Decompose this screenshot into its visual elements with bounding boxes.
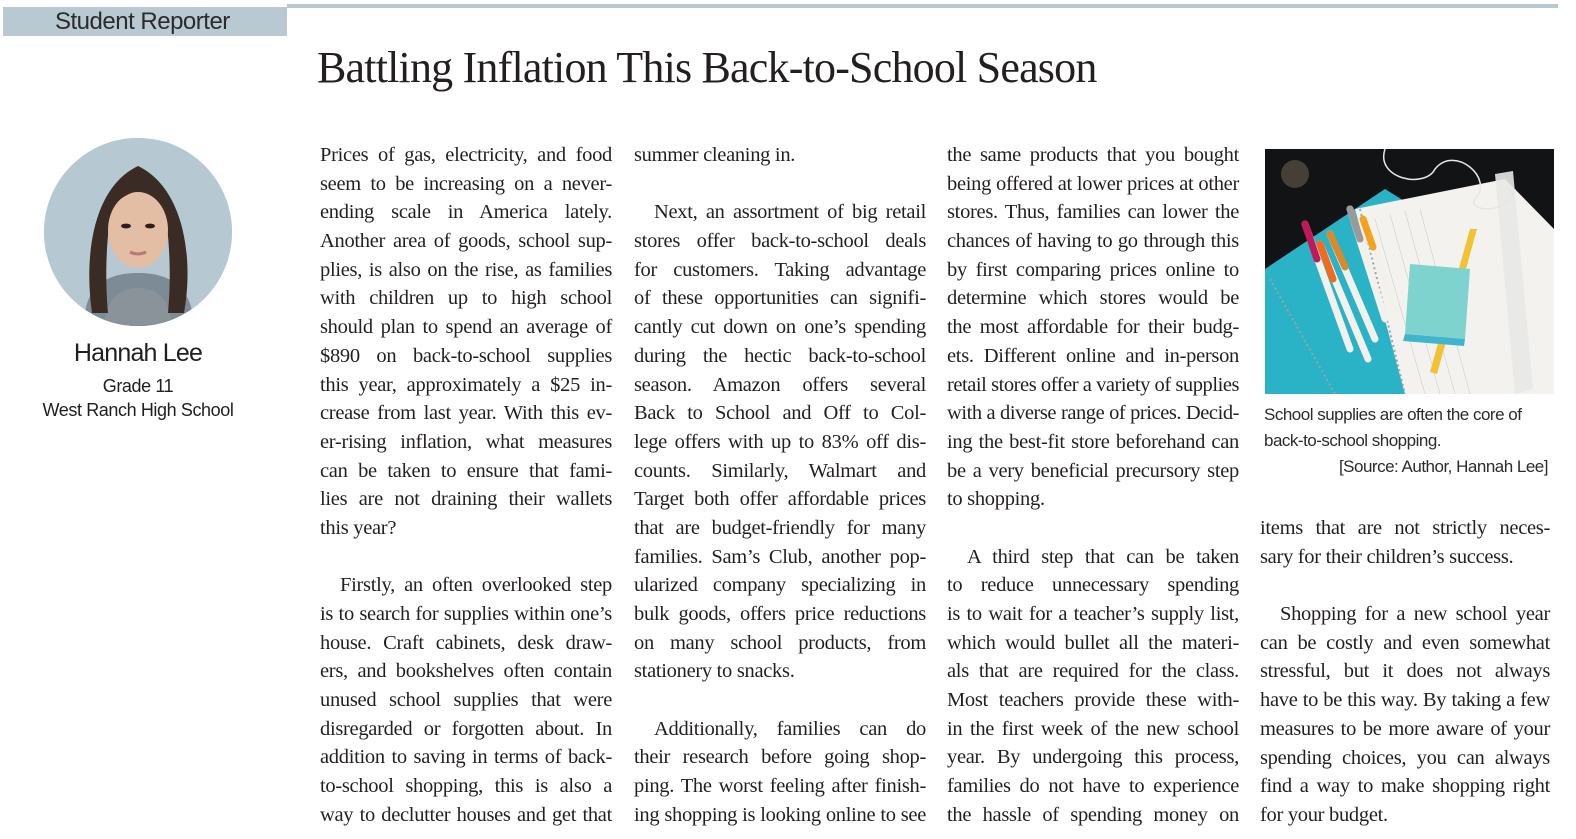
article-text-line: by first comparing prices online to [947,258,1239,281]
article-text-line: chances of having to go through this [947,230,1239,253]
article-text-line: to reduce unnecessary spending [947,574,1239,597]
article-text-line: stationery to snacks. [634,660,795,683]
article-text-line: unused school supplies that were [320,689,612,712]
article-text-line: summer cleaning in. [634,144,796,166]
article-text-line: measures to be more aware of your [1260,717,1550,740]
article-text-line: have to be this way. By taking a few [1260,689,1550,712]
article-text-line: families. Sam’s Club, another pop- [634,545,926,568]
article-text-line: ing the best-fit store beforehand can [947,430,1239,453]
article-text-line: for your budget. [1260,803,1388,826]
article-text-line: be a very beneficial precursory step [947,459,1239,482]
article-text-line: Most teachers provide these with- [947,689,1239,712]
article-text-line: stressful, but it does not always [1260,660,1550,683]
article-text-line: this year? [320,516,397,539]
article-text-line: bulk goods, offers price reductions [634,603,926,625]
article-text-line: for customers. Taking advantage [634,258,926,281]
article-text-line: ets. Different online and in-person [947,344,1239,367]
article-text-line: retail stores offer a variety of supplies [947,373,1239,396]
article-text-line: to shopping. [947,488,1045,511]
article-headline: Battling Inflation This Back-to-School Season [317,43,1097,92]
paragraph-gap [947,514,1239,543]
article-text-line: way to declutter houses and get that [320,803,612,826]
article-text-line: can be taken to ensure that fami- [320,459,612,482]
article-text-line: sary for their children’s success. [1260,545,1514,568]
section-tag: Student Reporter [3,7,287,36]
article-text-line: Firstly, an often overlooked step [340,574,612,597]
article-column-1 [320,141,612,830]
article-text-line: that are budget-friendly for many [634,516,926,539]
paragraph-gap [634,686,926,715]
article-text-line: during the hectic back-to-school [634,344,926,367]
article-text-line: find a way to make shopping right [1260,775,1550,798]
article-text-line: ers, and bookshelves often contain [320,660,612,683]
article-text-line: cantly cut down on one’s spending [634,316,926,339]
article-text-line: in the first week of the new school [947,717,1239,740]
author-name: Hannah Lee [73,339,203,367]
article-text-line: this year, approximately a $25 in- [320,373,612,396]
article-text-line: spending choices, you can always [1260,746,1550,769]
article-text-line: lege offers with up to 83% off dis- [634,430,926,453]
article-text-line: stores offer back-to-school deals [634,230,926,253]
article-text-line: items that are not strictly neces- [1260,517,1550,539]
article-text-line: is to search for supplies within one’s [320,603,612,625]
author-block [20,138,256,422]
article-column-4 [1260,514,1550,830]
figure-caption [1264,402,1554,480]
article-text-line: Next, an assortment of big retail [654,201,926,224]
article-text-line: their research before going shop- [634,746,926,769]
school-supplies-photo-icon [1265,149,1554,394]
article-text-line: with children up to high school [320,287,612,310]
article-text-line: which would bullet all the materi- [947,631,1239,654]
article-text-line: on many school products, from [634,631,926,654]
article-text-line: Shopping for a new school year [1280,603,1550,626]
article-text-line: of these opportunities can signifi- [634,287,926,310]
article-text-line: is to wait for a teacher’s supply list, [947,603,1239,625]
article-text-line: with a diverse range of prices. Decid- [947,402,1239,425]
article-text-line: families do not have to experience [947,775,1239,798]
author-portrait-icon [44,138,232,326]
article-text-line: seem to be increasing on a never- [320,172,612,195]
article-text-line: ing shopping is looking online to see [634,803,926,826]
figure-photo [1265,149,1554,394]
article-text-line: the hassle of spending money on [947,803,1239,826]
paragraph-gap [1260,571,1550,600]
article-column-2 [634,141,926,830]
paragraph-gap [634,170,926,199]
article-text-line: addition to saving in terms of back- [320,746,612,769]
article-text-line: stores. Thus, families can lower the [947,201,1239,224]
article-text-line: $890 on back-to-school supplies [320,344,612,367]
article-text-line: the same products that you bought [947,144,1239,166]
article-text-line: Additionally, families can do [654,717,926,740]
article-text-line: counts. Similarly, Walmart and [634,459,926,482]
article-text-line: ularized company specializing in [634,574,926,597]
header-rule [287,4,1558,8]
article-text-line: Back to School and Off to Col- [634,402,926,425]
article-text-line: A third step that can be taken [967,545,1239,568]
article-text-line: Target both offer affordable prices [634,488,926,511]
article-text-line: should plan to spend an average of [320,316,612,339]
article-text-line: season. Amazon offers several [634,373,926,396]
author-grade: Grade 11 [102,376,174,396]
article-text-line: als that are required for the class. [947,660,1239,683]
article-text-line: determine which stores would be [947,287,1239,310]
article-column-3 [947,141,1239,830]
article-text-line: Another area of goods, school sup- [320,230,612,253]
author-school: West Ranch High School [42,400,234,420]
paragraph-gap [320,543,612,572]
article-text-line: year. By undergoing this process, [947,746,1239,769]
caption-text: School supplies are often the core of back-to-school shopping. [1264,405,1522,450]
article-text-line: to-school shopping, this is also a [320,775,612,798]
article-text-line: the most affordable for their budg- [947,316,1239,339]
caption-source: [Source: Author, Hannah Lee] [1338,457,1548,476]
article-text-line: plies, is also on the rise, as families [320,258,612,281]
article-text-line: lies are not draining their wallets [320,488,612,511]
article-text-line: Prices of gas, electricity, and food [320,144,612,166]
article-text-line: being offered at lower prices at other [947,172,1239,195]
article-text-line: ping. The worst feeling after finish- [634,775,926,798]
article-text-line: can be costly and even somewhat [1260,631,1550,654]
author-avatar [44,138,232,326]
article-text-line: disregarded or forgotten about. In [320,717,612,740]
article-text-line: house. Craft cabinets, desk draw- [320,631,612,654]
article-text-line: ending scale in America lately. [320,201,612,224]
article-text-line: er-rising inflation, what measures [320,430,612,453]
article-text-line: crease from last year. With this ev- [320,402,612,425]
